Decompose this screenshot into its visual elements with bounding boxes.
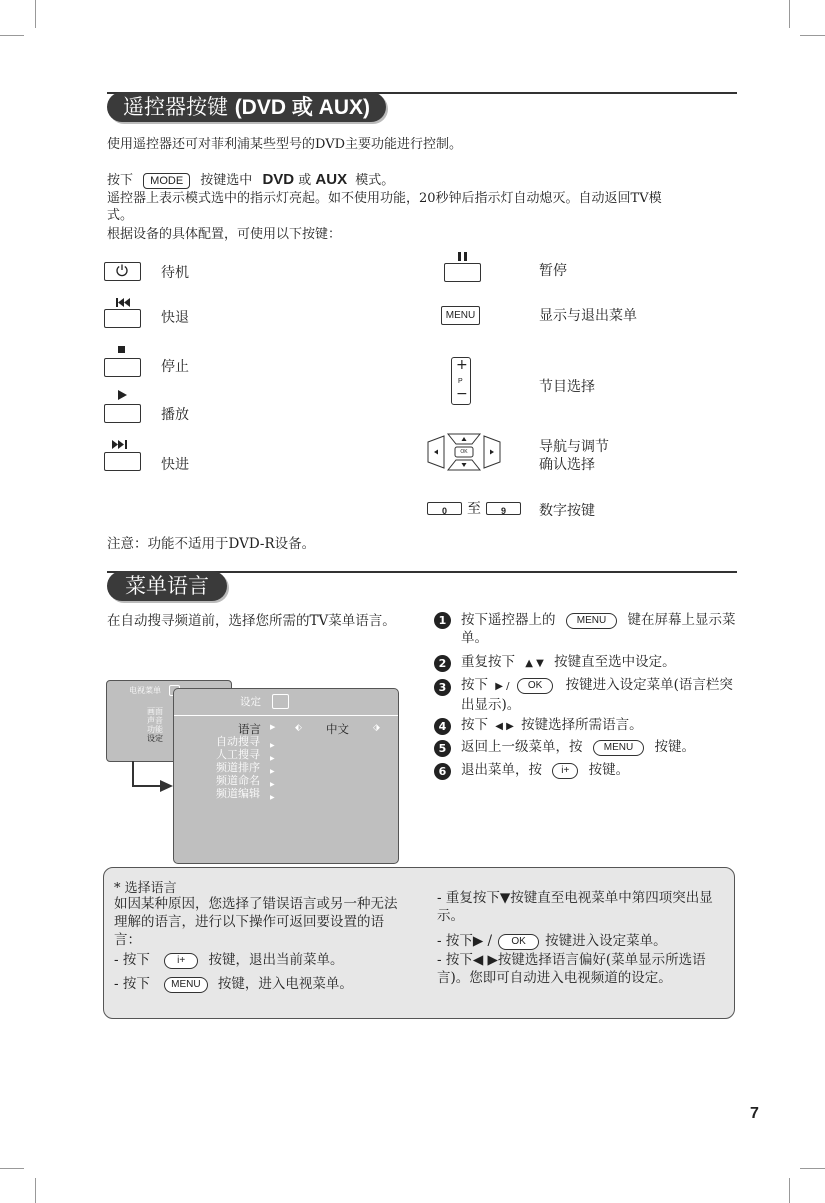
key-label-pause: 暂停 (539, 263, 567, 279)
pause-button (444, 263, 481, 282)
step-text: 按键。 (588, 762, 630, 778)
note-text: - 按下▶ / (437, 933, 493, 949)
step-5 (461, 738, 695, 756)
arrow-right-icon: ▶ (270, 723, 276, 731)
key-label-menu: 显示与退出菜单 (539, 308, 637, 324)
section-title-text: 遥控器按键 (123, 95, 228, 119)
menu-key: MENU (164, 977, 207, 993)
crop-mark (800, 35, 825, 36)
step-number: 3 (434, 679, 451, 696)
tv-menu-item: 功能 (147, 725, 163, 734)
note-text: - 按下 (114, 952, 150, 968)
indicator-line-cont: 式。 (107, 208, 134, 223)
setup-item: 频道命名 (216, 774, 260, 787)
language-note-box (103, 867, 735, 1019)
connector-line (132, 761, 134, 786)
step-text: 按键选择所需语言。 (521, 717, 643, 733)
step-2 (461, 653, 676, 673)
crop-mark (35, 0, 36, 28)
menu-button-label: MENU (445, 310, 476, 321)
fast-forward-button (104, 452, 141, 471)
tv-menu-item: 画面 (147, 707, 163, 716)
step-number: 1 (434, 612, 451, 629)
setup-menu-title: 设定 (240, 696, 261, 708)
digit-9-label: 9 (500, 506, 506, 516)
step-6 (461, 761, 629, 779)
menu-language-intro: 在自动搜寻频道前，选择您所需的TV菜单语言。 (107, 613, 396, 629)
key-label-rewind: 快退 (161, 310, 189, 326)
ok-key-label: OK (460, 449, 468, 455)
step-text: 键在屏幕上显示菜单。 (461, 612, 736, 646)
ok-key: OK (517, 678, 553, 694)
note-right-item-ok (437, 929, 667, 950)
key-label-program: 节目选择 (539, 379, 595, 395)
ok-key: OK (498, 934, 538, 950)
crop-mark (0, 35, 24, 36)
note-text: - 按下 (114, 976, 150, 992)
rewind-button (104, 309, 141, 328)
left-arrow-icon: ⬖ (295, 723, 302, 733)
key-label-confirm: 确认选择 (539, 457, 595, 473)
play-button (104, 404, 141, 423)
step-3 (461, 676, 736, 714)
menu-key: MENU (593, 740, 644, 756)
step-text: 返回上一级菜单，按 (461, 739, 583, 755)
mode-line-b: 按键选中 (200, 173, 253, 188)
or-label: 或 (298, 173, 312, 188)
step-text: 按键进入设定菜单(语言栏突出显示)。 (461, 677, 733, 713)
program-rocker (451, 357, 471, 405)
step-text: 按键直至选中设定。 (554, 654, 676, 670)
step-text: 按下遥控器上的 (461, 612, 556, 628)
left-right-arrows: ◀ ▶ (495, 721, 514, 732)
step-text: 退出菜单，按 (461, 762, 542, 778)
up-down-arrows: ▲ ▼ (525, 658, 544, 669)
step-number: 5 (434, 740, 451, 757)
page-number: 7 (750, 1105, 759, 1122)
section-title-bold: (DVD 或 AUX) (234, 96, 371, 119)
program-rocker-label: P (458, 378, 463, 385)
digit-9-button (486, 502, 521, 515)
mode-line-c: 模式。 (355, 173, 395, 188)
section-title-remote (107, 92, 386, 122)
stop-icon (118, 346, 125, 353)
aux-label: AUX (315, 171, 348, 188)
dvd-r-note: 注意：功能不适用于DVD-R设备。 (107, 536, 316, 552)
section-title-text: 菜单语言 (125, 574, 209, 598)
dvd-label: DVD (262, 171, 295, 188)
step-number: 2 (434, 655, 451, 672)
setup-item: 频道编辑 (216, 787, 260, 800)
step-text: 按下 (461, 717, 488, 733)
key-label-fast-forward: 快进 (161, 457, 189, 473)
step-1 (461, 611, 736, 647)
crop-mark (0, 1168, 24, 1169)
note-paragraph: 如因某种原因，您选择了错误语言或另一种无法理解的语言，进行以下操作可返回要设置的语言： (114, 896, 398, 948)
step-number: 4 (434, 718, 451, 735)
menu-button (441, 306, 480, 325)
navigation-pad (426, 432, 502, 476)
note-title: * 选择语言 (114, 881, 177, 896)
key-label-play: 播放 (161, 407, 189, 423)
intro-text: 使用遥控器还可对菲利浦某些型号的DVD主要功能进行控制。 (107, 137, 463, 152)
crop-mark (789, 0, 790, 28)
stop-button (104, 358, 141, 377)
tv-menu-item: 声音 (147, 716, 163, 725)
mode-line-a: 按下 (107, 173, 134, 188)
menu-key: MENU (566, 613, 617, 629)
config-line: 根据设备的具体配置，可使用以下按键： (107, 227, 342, 242)
note-right-item: - 重复按下▼按键直至电视菜单中第四项突出显示。 (437, 890, 713, 924)
setup-item-language: 语言 (238, 722, 261, 736)
crop-mark (35, 1178, 36, 1203)
right-arrow-icon: ⬗ (373, 723, 380, 733)
setup-language-value: 中文 (326, 722, 349, 736)
crop-mark (789, 1178, 790, 1203)
setup-menu-divider (174, 715, 398, 716)
digit-range-word: 至 (467, 501, 481, 517)
fast-forward-icon (112, 438, 127, 453)
step-number: 6 (434, 763, 451, 780)
tv-menu-item-selected: 设定 (147, 734, 163, 743)
note-item-menu (114, 972, 353, 993)
power-icon (115, 263, 129, 281)
note-text: 按键，退出当前菜单。 (208, 952, 344, 968)
tv-menu-title: 电视菜单 (129, 686, 161, 695)
setup-item: 人工搜寻 (216, 748, 260, 761)
setup-item: 自动搜寻 (216, 735, 260, 748)
mode-key: MODE (143, 173, 190, 189)
note-right-item: - 按下◀ ▶按键选择语言偏好(菜单显示所选语言)。您即可自动进入电视频道的设定。 (437, 952, 706, 986)
step-text: 按键。 (654, 739, 696, 755)
connector-arrow-icon (160, 780, 173, 796)
key-label-standby: 待机 (161, 265, 189, 281)
note-text: 按键，进入电视菜单。 (217, 976, 353, 992)
plus-icon: + (456, 357, 468, 373)
setup-menu-icon (272, 694, 289, 709)
indicator-line: 遥控器上表示模式选中的指示灯亮起。如不使用功能，20秒钟后指示灯自动熄灭。自动返回TV模 (107, 191, 662, 206)
right-arrow-slash: ▶ / (495, 681, 510, 692)
step-text: 按下 (461, 677, 488, 693)
info-key: i+ (164, 953, 198, 969)
minus-icon: − (456, 386, 468, 402)
info-key: i+ (552, 763, 578, 779)
connector-line (132, 785, 162, 787)
step-4 (461, 716, 643, 736)
step-text: 重复按下 (461, 654, 515, 670)
setup-menu-panel (173, 688, 399, 864)
play-icon (118, 389, 127, 404)
note-item-exit (114, 948, 344, 969)
section-title-menu-language (107, 571, 227, 601)
key-label-stop: 停止 (161, 359, 189, 375)
digit-0-label: 0 (441, 506, 447, 516)
note-text: 按键进入设定菜单。 (545, 933, 667, 949)
key-label-digits: 数字按键 (539, 503, 595, 519)
key-label-navigate: 导航与调节 (539, 439, 609, 455)
digit-0-button (427, 502, 462, 515)
setup-item: 频道排序 (216, 761, 260, 774)
arrow-right-icon: ▶ ▶ ▶ ▶ ▶ (270, 742, 275, 801)
mode-line (107, 171, 394, 189)
crop-mark (800, 1168, 825, 1169)
